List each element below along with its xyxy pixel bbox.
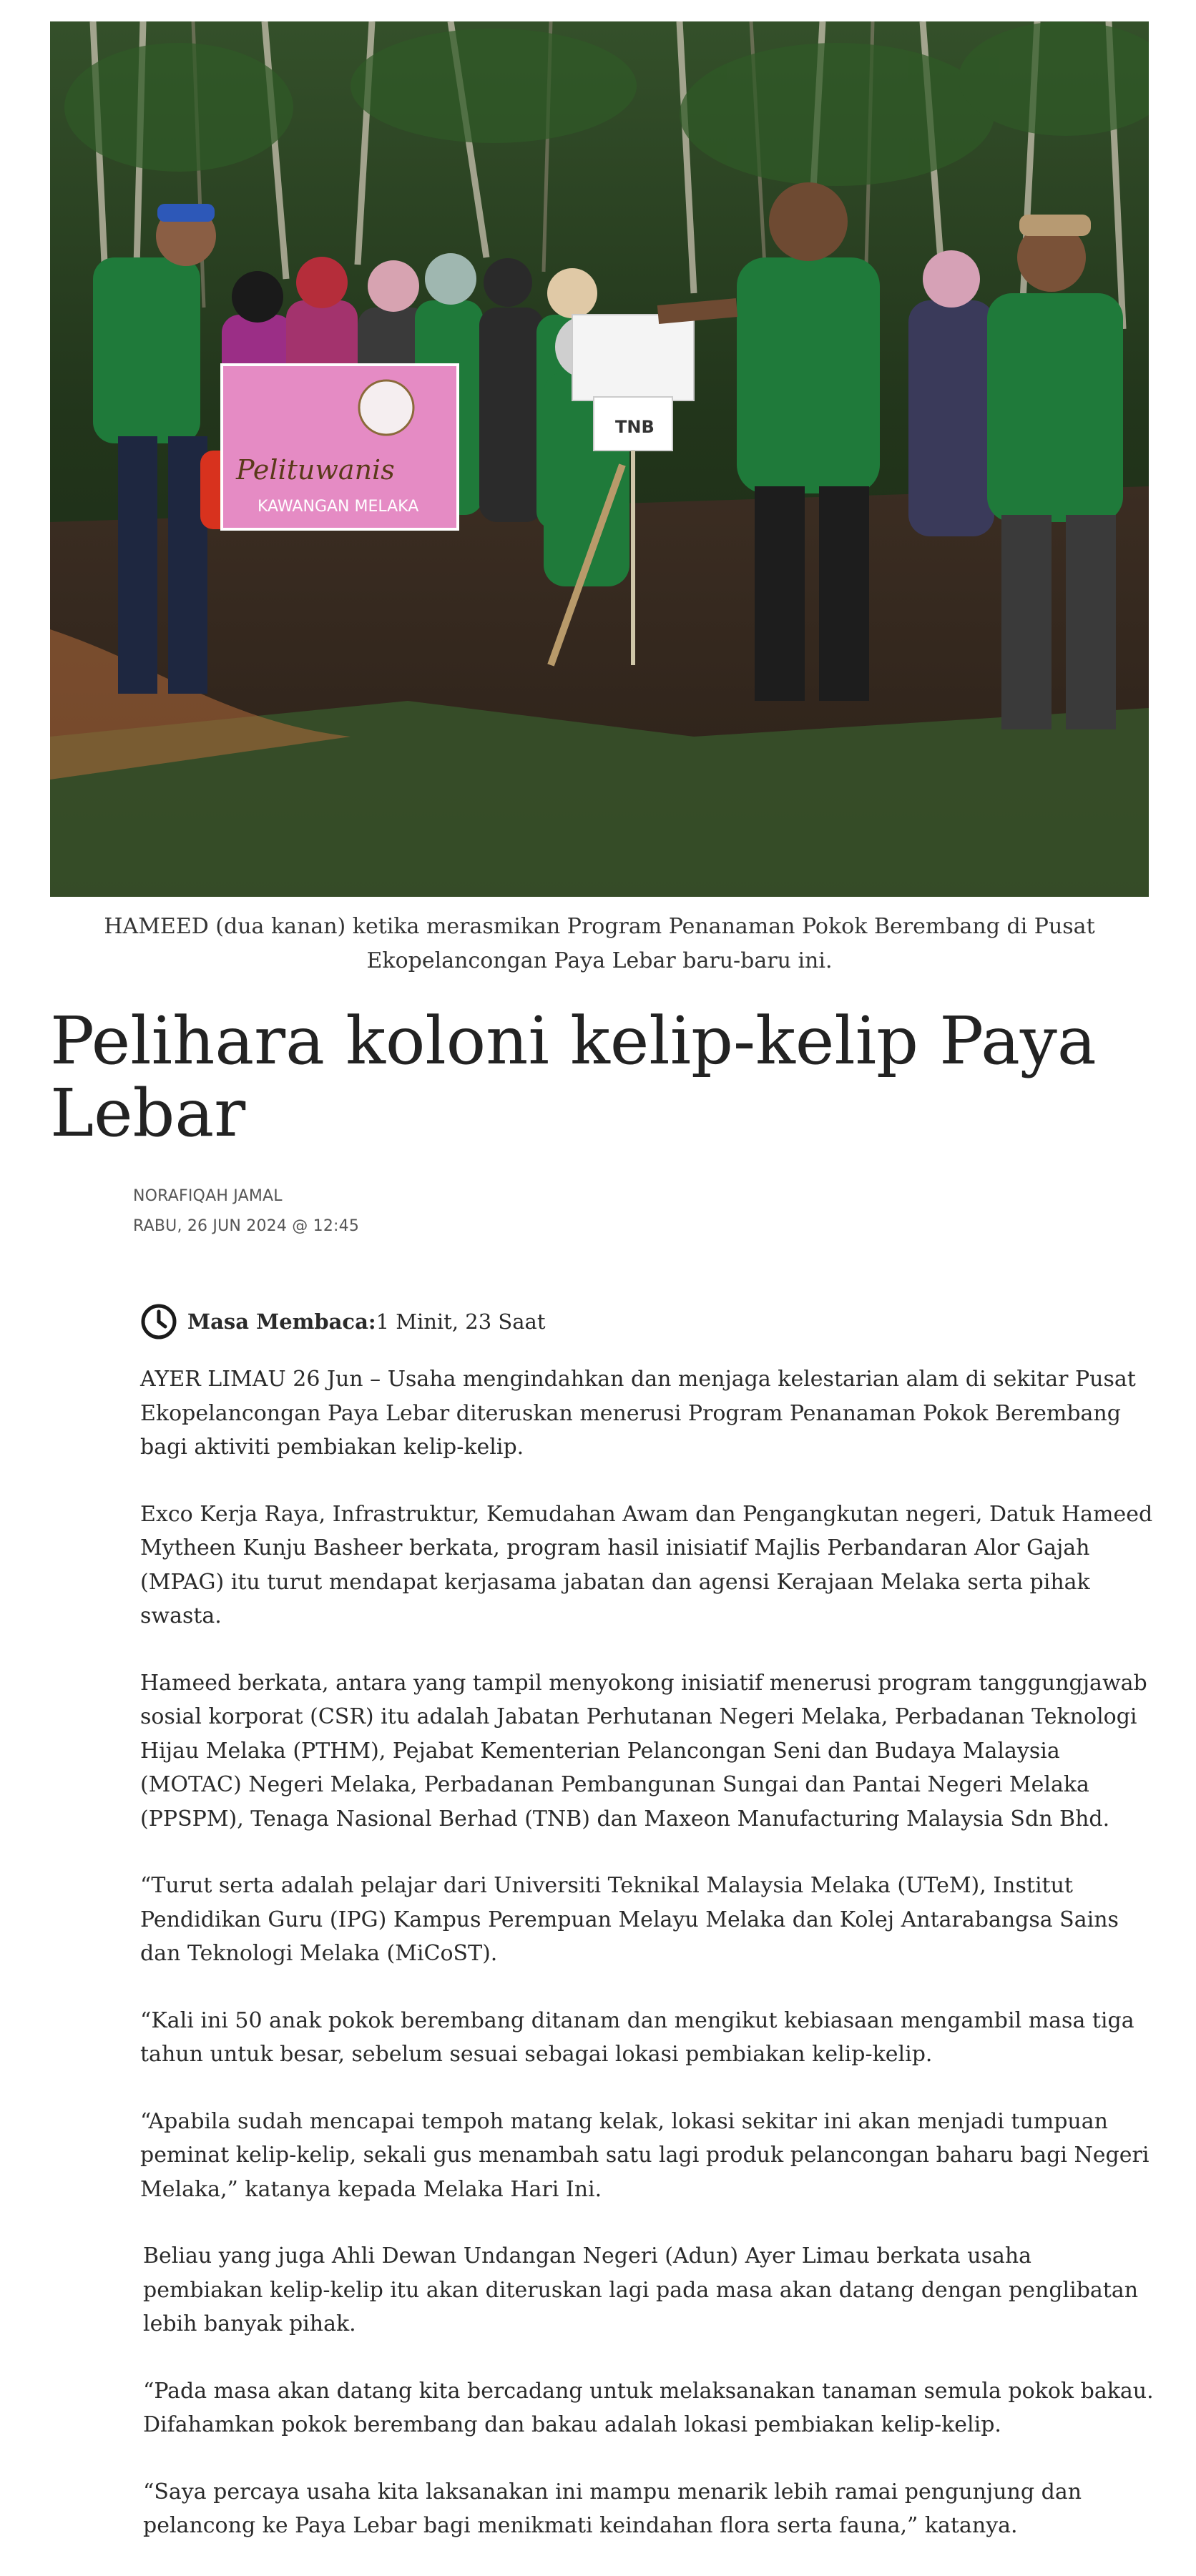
- paragraph: “Turut serta adalah pelajar dari Universiti Teknikal Malaysia Melaka (UTeM), Institut Pendidikan Guru (IPG) Kampus Perempuan Melayu Melaka dan Kolej Antarabangsa Sains dan Teknologi Melaka (MiCoST).: [140, 1873, 1119, 1966]
- reading-time-label: Masa Membaca:: [187, 1309, 376, 1334]
- clock-icon: [140, 1303, 177, 1340]
- reading-time: [140, 1300, 545, 1343]
- photo-caption: HAMEED (dua kanan) ketika merasmikan Program Penanaman Pokok Berembang di Pusat Ekopelancongan Paya Lebar baru-baru ini.: [104, 914, 1095, 973]
- paragraph: Hameed berkata, antara yang tampil menyokong inisiatif menerusi program tanggungjawab sosial korporat (CSR) itu adalah Jabatan Perhutanan Negeri Melaka, Perbadanan Teknologi Hijau Melaka (PTHM), Pejabat Kementerian Pelancongan Seni dan Budaya Malaysia (MOTAC) Negeri Melaka, Perbadanan Pembangunan Sungai dan Pantai Negeri Melaka (PPSPM), Tenaga Nasional Berhad (TNB) dan Maxeon Manufacturing Malaysia Sdn Bhd.: [140, 1670, 1147, 1832]
- paragraph: AYER LIMAU 26 Jun – Usaha mengindahkan dan menjaga kelestarian alam di sekitar Pusat Ekopelancongan Paya Lebar diteruskan menerusi Program Penanaman Pokok Berembang bagi aktiviti pembiakan kelip-kelip.: [140, 1367, 1136, 1460]
- article-body: [140, 1362, 1156, 2576]
- paragraph: Beliau yang juga Ahli Dewan Undangan Negeri (Adun) Ayer Limau berkata usaha pembiakan kelip-kelip itu akan diteruskan lagi pada masa akan datang dengan penglibatan lebih banyak pihak.: [143, 2243, 1139, 2336]
- svg-text:Pelituwanis: Pelituwanis: [236, 454, 395, 486]
- paragraph: Exco Kerja Raya, Infrastruktur, Kemudahan Awam dan Pengangkutan negeri, Datuk Hameed Mytheen Kunju Basheer berkata, program hasil inisiatif Majlis Perbandaran Alor Gajah (MPAG) itu turut mendapat kerjasama jabatan dan agensi Kerajaan Melaka serta pihak swasta.: [140, 1501, 1153, 1628]
- paragraph: “Pada masa akan datang kita bercadang untuk melaksanakan tanaman semula pokok bakau. Difahamkan pokok berembang dan bakau adalah lokasi pembiakan kelip-kelip.: [143, 2378, 1154, 2437]
- article-photo: [50, 21, 1149, 897]
- author-name[interactable]: NORAFIQAH JAMAL: [133, 1187, 283, 1205]
- publish-date: RABU, 26 JUN 2024 @ 12:45: [133, 1217, 360, 1235]
- svg-text:KAWANGAN MELAKA: KAWANGAN MELAKA: [258, 498, 419, 516]
- photo-illustration: [50, 21, 1149, 897]
- paragraph: “Apabila sudah mencapai tempoh matang kelak, lokasi sekitar ini akan menjadi tumpuan peminat kelip-kelip, sekali gus menambah satu lagi produk pelancongan baharu bagi Negeri Melaka,” katanya kepada Melaka Hari Ini.: [140, 2108, 1150, 2202]
- reading-time-value: 1 Minit, 23 Saat: [376, 1309, 546, 1334]
- article-title: Pelihara koloni kelip-kelip Paya Lebar: [50, 1003, 1097, 1151]
- paragraph: “Kali ini 50 anak pokok berembang ditanam dan mengikut kebiasaan mengambil masa tiga tahun untuk besar, sebelum sesuai sebagai lokasi pembiakan kelip-kelip.: [140, 2007, 1134, 2067]
- byline: [133, 1181, 359, 1242]
- paragraph: “Saya percaya usaha kita laksanakan ini mampu menarik lebih ramai pengunjung dan pelancong ke Paya Lebar bagi menikmati keindahan flora serta fauna,” katanya.: [143, 2479, 1082, 2538]
- svg-text:TNB: TNB: [615, 417, 655, 437]
